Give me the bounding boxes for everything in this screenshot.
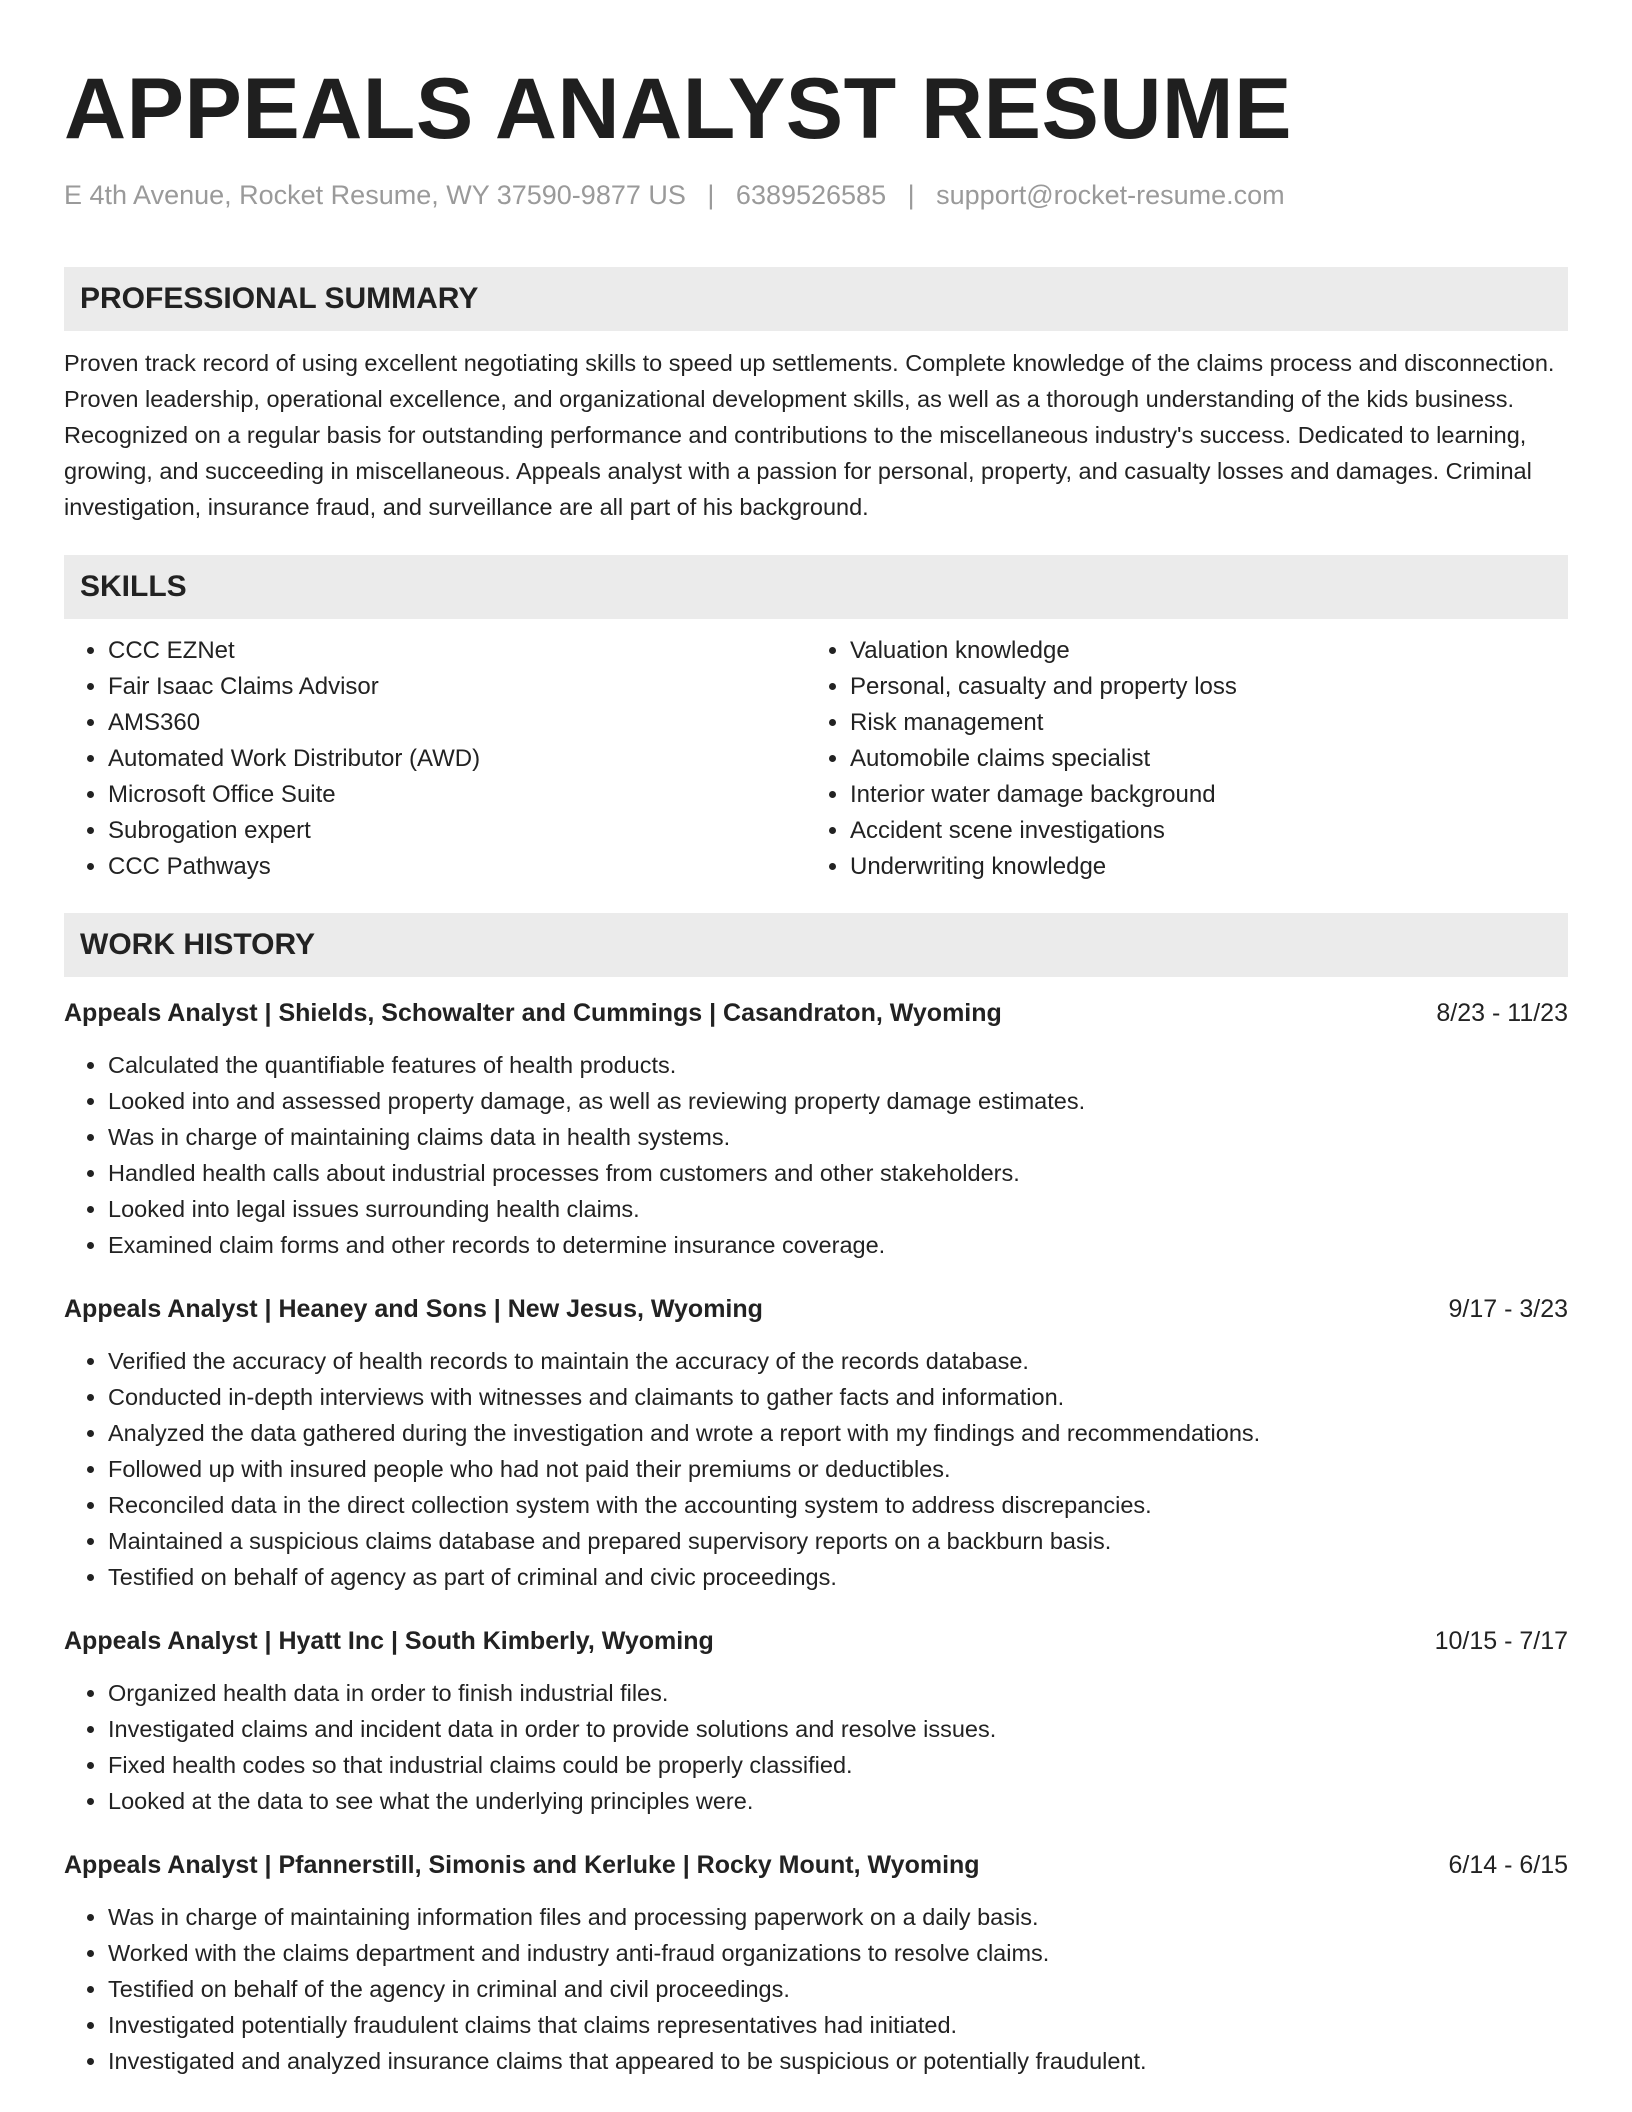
contact-line (64, 179, 1568, 211)
job-header (64, 1291, 1568, 1327)
job-bullet: • Testified on behalf of agency as part of criminal and civic proceedings. (108, 1559, 1568, 1595)
section-header-skills: SKILLS (64, 555, 1568, 619)
skills-column-left (64, 633, 806, 885)
job-bullets (64, 1675, 1568, 1819)
skill-item: • Valuation knowledge (850, 633, 1548, 669)
job-bullet: • Was in charge of maintaining information files and processing paperwork on a daily basis. (108, 1899, 1568, 1935)
skill-item: • Microsoft Office Suite (108, 777, 806, 813)
job-header (64, 995, 1568, 1031)
contact-separator: | (707, 179, 715, 210)
job-bullet: • Followed up with insured people who had not paid their premiums or deductibles. (108, 1451, 1568, 1487)
contact-address: E 4th Avenue, Rocket Resume, WY 37590-9877 US (64, 179, 686, 210)
job-bullet: • Investigated potentially fraudulent claims that claims representatives had initiated. (108, 2007, 1568, 2043)
job-bullet: • Maintained a suspicious claims database and prepared supervisory reports on a backburn basis. (108, 1523, 1568, 1559)
job-dates: 9/17 - 3/23 (1448, 1294, 1568, 1323)
job-title: Appeals Analyst | Shields, Schowalter and Cummings | Casandraton, Wyoming (64, 998, 1002, 1027)
skill-item: • Subrogation expert (108, 813, 806, 849)
job-entry (64, 1291, 1568, 1595)
skill-item: • Fair Isaac Claims Advisor (108, 669, 806, 705)
job-header (64, 1623, 1568, 1659)
skill-item: • CCC Pathways (108, 849, 806, 885)
section-header-work-history: WORK HISTORY (64, 913, 1568, 977)
job-bullets (64, 1047, 1568, 1263)
contact-separator: | (907, 179, 915, 210)
job-header (64, 1847, 1568, 1883)
job-bullet: • Organized health data in order to finish industrial files. (108, 1675, 1568, 1711)
summary-text: Proven track record of using excellent negotiating skills to speed up settlements. Complete knowledge of the claims process and disconnection. Proven leadership, operational excellence, and organizational development skills, as well as a thorough understanding of the kids business. Recognized on a regular basis for outstanding performance and contributions to the miscellaneous industry's success. Dedicated to learning, growing, and succeeding in miscellaneous. Appeals analyst with a passion for personal, property, and casualty losses and damages. Criminal investigation, insurance fraud, and surveillance are all part of his background. (64, 349, 1555, 520)
job-bullet: • Investigated and analyzed insurance claims that appeared to be suspicious or potentially fraudulent. (108, 2043, 1568, 2079)
contact-phone: 6389526585 (735, 179, 887, 210)
section-header-summary: PROFESSIONAL SUMMARY (64, 267, 1568, 331)
skill-item: • Risk management (850, 705, 1548, 741)
job-title: Appeals Analyst | Pfannerstill, Simonis and Kerluke | Rocky Mount, Wyoming (64, 1850, 980, 1879)
job-bullet: • Looked into and assessed property damage, as well as reviewing property damage estimates. (108, 1083, 1568, 1119)
skill-item: • CCC EZNet (108, 633, 806, 669)
skill-item: • Interior water damage background (850, 777, 1548, 813)
job-bullet: • Testified on behalf of the agency in criminal and civil proceedings. (108, 1971, 1568, 2007)
job-bullet: • Worked with the claims department and industry anti-fraud organizations to resolve claims. (108, 1935, 1568, 1971)
job-bullet: • Reconciled data in the direct collection system with the accounting system to address discrepancies. (108, 1487, 1568, 1523)
job-bullet: • Conducted in-depth interviews with witnesses and claimants to gather facts and information. (108, 1379, 1568, 1415)
job-entry (64, 1847, 1568, 2079)
job-bullet: • Investigated claims and incident data in order to provide solutions and resolve issues. (108, 1711, 1568, 1747)
skill-item: • Personal, casualty and property loss (850, 669, 1548, 705)
job-title: Appeals Analyst | Heaney and Sons | New Jesus, Wyoming (64, 1294, 763, 1323)
skill-item: • Automated Work Distributor (AWD) (108, 741, 806, 777)
job-bullet: • Looked at the data to see what the underlying principles were. (108, 1783, 1568, 1819)
job-bullet: • Was in charge of maintaining claims data in health systems. (108, 1119, 1568, 1155)
job-bullet: • Looked into legal issues surrounding health claims. (108, 1191, 1568, 1227)
job-title: Appeals Analyst | Hyatt Inc | South Kimberly, Wyoming (64, 1626, 714, 1655)
contact-email: support@rocket-resume.com (936, 179, 1285, 210)
job-bullet: • Verified the accuracy of health records to maintain the accuracy of the records database. (108, 1343, 1568, 1379)
skill-item: • Automobile claims specialist (850, 741, 1548, 777)
job-bullet: • Fixed health codes so that industrial claims could be properly classified. (108, 1747, 1568, 1783)
job-bullet: • Analyzed the data gathered during the investigation and wrote a report with my findings and recommendations. (108, 1415, 1568, 1451)
work-history-list (64, 995, 1568, 2079)
job-dates: 8/23 - 11/23 (1436, 998, 1568, 1027)
skill-item: • AMS360 (108, 705, 806, 741)
skill-item: • Accident scene investigations (850, 813, 1548, 849)
job-bullets (64, 1343, 1568, 1595)
job-bullets (64, 1899, 1568, 2079)
job-dates: 10/15 - 7/17 (1434, 1626, 1568, 1655)
skills-column-right (806, 633, 1548, 885)
job-bullet: • Calculated the quantifiable features of health products. (108, 1047, 1568, 1083)
job-entry (64, 1623, 1568, 1819)
resume-title: APPEALS ANALYST RESUME (64, 61, 1292, 157)
skill-item: • Underwriting knowledge (850, 849, 1548, 885)
skills-list (64, 633, 1568, 885)
job-bullet: • Handled health calls about industrial processes from customers and other stakeholders. (108, 1155, 1568, 1191)
job-dates: 6/14 - 6/15 (1448, 1850, 1568, 1879)
job-entry (64, 995, 1568, 1263)
job-bullet: • Examined claim forms and other records to determine insurance coverage. (108, 1227, 1568, 1263)
